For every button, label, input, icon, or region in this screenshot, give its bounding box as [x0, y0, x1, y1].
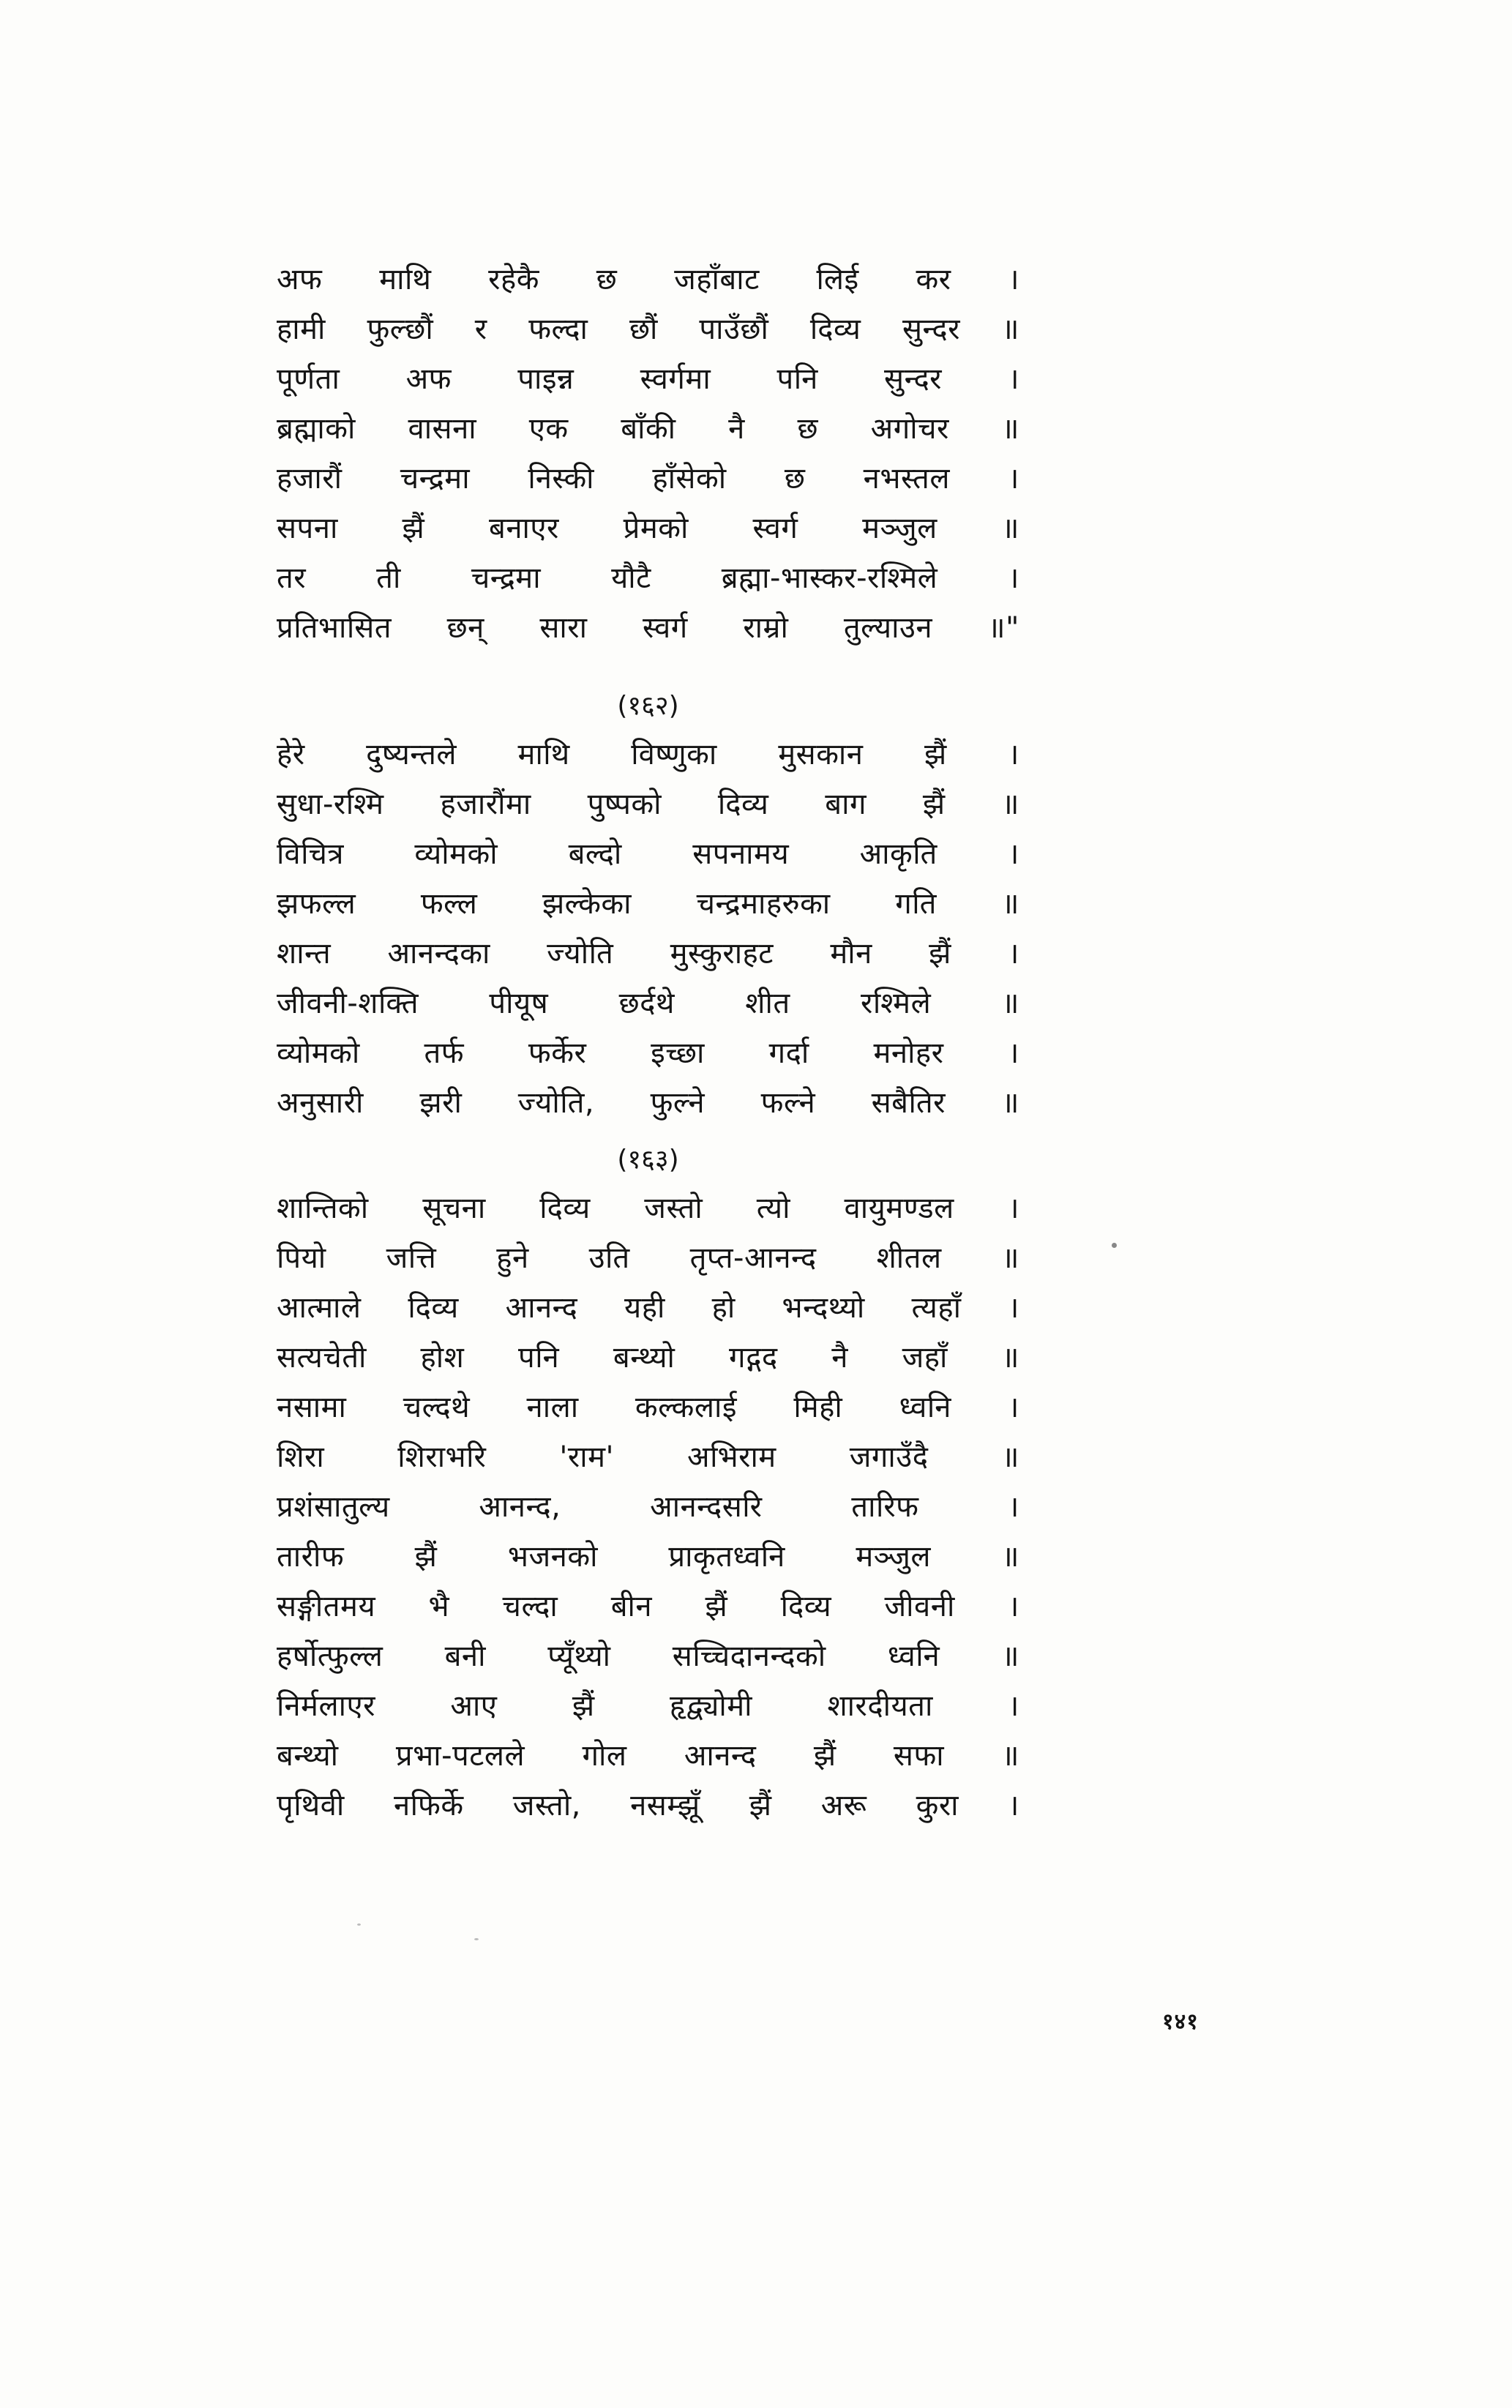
- verse-word: ।: [1008, 1391, 1019, 1424]
- verse-word: छ: [797, 412, 819, 446]
- verse-word: दिव्य: [809, 313, 861, 346]
- verse-word: ॥: [1001, 1540, 1019, 1574]
- verse-word: आनन्दसरि: [650, 1490, 763, 1524]
- verse-line: [277, 929, 1019, 979]
- verse-word: स्वर्ग: [642, 611, 688, 645]
- verse-line: [277, 304, 1019, 354]
- verse-word: झैं: [402, 512, 425, 545]
- verse-line: [277, 1482, 1019, 1532]
- verse-word: जीवनी: [884, 1590, 955, 1623]
- verse-word: र: [474, 313, 487, 346]
- verse-word: पाउँछौं: [699, 313, 769, 346]
- verse-word: छौं: [629, 313, 658, 346]
- verse-line: [277, 1582, 1019, 1631]
- verse-word: सूचना: [422, 1192, 486, 1225]
- verse-line: [277, 553, 1019, 603]
- verse-word: चन्द्रमाहरुका: [696, 887, 831, 921]
- verse-word: अनुसारी: [277, 1086, 364, 1120]
- verse-word: ज्योति,: [517, 1086, 595, 1120]
- verse-line: [277, 879, 1019, 929]
- verse-word: शीत: [745, 987, 790, 1020]
- verse-line: [277, 730, 1019, 779]
- verse-word: चल्दा: [502, 1590, 558, 1623]
- verse-word: पाइन्न: [517, 362, 575, 396]
- verse-word: फल्ने: [760, 1086, 816, 1120]
- verse-word: झैं: [749, 1789, 772, 1822]
- verse-word: मञ्जुल: [856, 1540, 932, 1574]
- verse-word: झैं: [924, 738, 947, 771]
- verse-block: [277, 1184, 1019, 1831]
- verse-word: सच्चिदानन्दको: [672, 1639, 826, 1673]
- verse-word: जीवनी-शक्ति: [277, 987, 419, 1020]
- verse-word: जत्ति: [386, 1241, 437, 1275]
- verse-word: त्यहाँ: [911, 1291, 962, 1325]
- verse-word: शिरा: [277, 1440, 325, 1474]
- verse-word: उति: [588, 1241, 630, 1275]
- verse-word: पृथिवी: [277, 1789, 345, 1822]
- verse-word: नाला: [526, 1391, 579, 1424]
- verse-line: [277, 603, 1019, 653]
- verse-word: मञ्जुल: [862, 512, 937, 545]
- verse-word: शान्तिको: [277, 1192, 369, 1225]
- verse-word: हाँसेको: [652, 462, 727, 496]
- verse-word: प्रतिभासित: [277, 611, 392, 645]
- verse-word: ॥: [1001, 1639, 1019, 1673]
- verse-word: आए: [450, 1689, 498, 1723]
- verse-word: पियो: [277, 1241, 326, 1275]
- verse-word: शारदीयता: [827, 1689, 933, 1723]
- verse-line: [277, 1631, 1019, 1681]
- verse-word: ॥: [1001, 788, 1019, 821]
- verse-word: ॥: [1001, 1086, 1019, 1120]
- verse-word: चन्द्रमा: [471, 561, 542, 595]
- verse-word: गर्दा: [768, 1036, 809, 1070]
- scan-speck: [357, 1923, 361, 1926]
- verse-word: ।: [1008, 1490, 1019, 1524]
- verse-word: हो: [711, 1291, 736, 1325]
- verse-word: प्रभा-पटलले: [395, 1739, 525, 1773]
- verse-word: झरी: [419, 1086, 463, 1120]
- verse-word: व्योमको: [414, 837, 498, 871]
- verse-word: रश्मिले: [860, 987, 932, 1020]
- verse-word: तुल्याउन: [843, 611, 933, 645]
- verse-word: ब्रह्माको: [277, 412, 356, 446]
- verse-word: सुन्दर: [884, 362, 943, 396]
- verse-word: यौटै: [611, 561, 651, 595]
- verse-word: ध्वनि: [899, 1391, 951, 1424]
- verse-word: बाग: [825, 788, 867, 821]
- verse-word: होश: [420, 1341, 465, 1375]
- verse-word: प्यूँथ्यो: [547, 1639, 611, 1673]
- verse-word: आकृति: [859, 837, 937, 871]
- verse-word: हामी: [277, 313, 326, 346]
- verse-line: [277, 1781, 1019, 1831]
- verse-word: प्राकृतध्वनि: [668, 1540, 785, 1574]
- verse-line: [277, 1681, 1019, 1731]
- verse-word: जहाँबाट: [674, 263, 760, 296]
- verse-word: बनाएर: [488, 512, 559, 545]
- verse-word: तर: [277, 561, 307, 595]
- verse-word: झफल्ल: [277, 887, 356, 921]
- verse-line: [277, 454, 1019, 504]
- verse-word: बीन: [610, 1590, 653, 1623]
- verse-word: रहेकै: [488, 263, 539, 296]
- verse-word: झैं: [922, 788, 946, 821]
- verse-line: [277, 255, 1019, 304]
- verse-word: व्योमको: [277, 1036, 360, 1070]
- verse-word: छन्: [446, 611, 484, 645]
- verse-word: त्यो: [756, 1192, 790, 1225]
- verse-word: सारा: [539, 611, 588, 645]
- verse-word: ।: [1008, 1590, 1019, 1623]
- verse-word: शिराभरि: [397, 1440, 487, 1474]
- verse-word: ।: [1008, 937, 1019, 971]
- verse-word: गद्गद: [729, 1341, 778, 1375]
- verse-word: वायुमण्डल: [844, 1192, 954, 1225]
- verse-word: गति: [895, 887, 937, 921]
- verse-word: तृप्त-आनन्द: [689, 1241, 817, 1275]
- verse-word: मुस्कुराहट: [670, 937, 774, 971]
- verse-word: ज्योति: [547, 937, 614, 971]
- verse-word: अफ: [277, 263, 323, 296]
- verse-word: बन्थ्यो: [277, 1739, 339, 1773]
- verse-word: मौन: [830, 937, 872, 971]
- verse-word: बन्थ्यो: [613, 1341, 675, 1375]
- verse-word: जस्तो: [644, 1192, 703, 1225]
- verse-word: नै: [831, 1341, 848, 1375]
- verse-word: विचित्र: [277, 837, 344, 871]
- verse-line: [277, 979, 1019, 1028]
- verse-word: छ: [784, 462, 806, 496]
- verse-line: [277, 1233, 1019, 1283]
- verse-word: ध्वनि: [887, 1639, 940, 1673]
- verse-word: दिव्य: [408, 1291, 459, 1325]
- verse-word: बाँकी: [621, 412, 676, 446]
- verse-word: ॥: [1001, 1241, 1019, 1275]
- verse-word: हुने: [496, 1241, 529, 1275]
- verse-word: ॥: [1001, 412, 1019, 446]
- verse-word: झल्केका: [542, 887, 632, 921]
- verse-word: जस्तो,: [512, 1789, 581, 1822]
- verse-word: छ: [596, 263, 618, 296]
- verse-word: सङ्गीतमय: [277, 1590, 376, 1623]
- verse-word: नफिर्के: [393, 1789, 464, 1822]
- verse-word: ॥: [1001, 887, 1019, 921]
- verse-word: ।: [1008, 263, 1019, 296]
- verse-word: 'राम': [559, 1440, 615, 1474]
- verse-word: आत्माले: [277, 1291, 362, 1325]
- scan-speck: [1112, 1243, 1117, 1248]
- verse-word: पनि: [517, 1341, 560, 1375]
- verse-word: ।: [1008, 738, 1019, 771]
- verse-word: दिव्य: [780, 1590, 832, 1623]
- verse-word: ।: [1008, 1689, 1019, 1723]
- verse-word: ब्रह्मा-भास्कर-रश्मिले: [721, 561, 938, 595]
- verse-word: हजारौं: [277, 462, 343, 496]
- verse-word: स्वर्गमा: [640, 362, 711, 396]
- verse-word: दुष्यन्तले: [366, 738, 457, 771]
- verse-word: सुन्दर: [902, 313, 960, 346]
- verse-word: कर: [916, 263, 951, 296]
- verse-line: [277, 1532, 1019, 1582]
- verse-line: [277, 504, 1019, 553]
- verse-word: फल्ल: [420, 887, 478, 921]
- verse-word: बल्दो: [568, 837, 622, 871]
- verse-line: [277, 1078, 1019, 1128]
- verse-word: नै: [728, 412, 745, 446]
- verse-word: ।: [1008, 1192, 1019, 1225]
- verse-word: मनोहर: [873, 1036, 944, 1070]
- verse-line: [277, 1333, 1019, 1383]
- verse-word: ॥: [1001, 987, 1019, 1020]
- verse-word: निर्मलाएर: [277, 1689, 375, 1723]
- verse-word: फुल्छौं: [367, 313, 434, 346]
- verse-line: [277, 829, 1019, 879]
- verse-line: [277, 354, 1019, 404]
- verse-word: स्वर्ग: [752, 512, 798, 545]
- verse-word: नसम्झूँ: [630, 1789, 700, 1822]
- verse-word: प्रेमको: [623, 512, 689, 545]
- verse-line: [277, 1028, 1019, 1078]
- verse-word: झैं: [929, 937, 951, 971]
- verse-word: गोल: [582, 1739, 627, 1773]
- verse-number: (१६३): [617, 1145, 679, 1175]
- verse-word: तारीफ: [277, 1540, 345, 1574]
- verse-word: लिई: [816, 263, 859, 296]
- verse-word: तर्फ: [424, 1036, 465, 1070]
- verse-word: झैं: [705, 1590, 728, 1623]
- verse-word: सपना: [277, 512, 338, 545]
- verse-word: राम्रो: [743, 611, 789, 645]
- verse-word: सपनामय: [692, 837, 790, 871]
- verse-word: ॥: [1001, 313, 1019, 346]
- verse-word: ॥": [987, 611, 1019, 645]
- verse-line: [277, 1184, 1019, 1233]
- verse-word: चन्द्रमा: [400, 462, 471, 496]
- verse-word: आनन्द,: [479, 1490, 561, 1524]
- verse-word: सत्यचेती: [277, 1341, 367, 1375]
- verse-word: ॥: [1001, 1739, 1019, 1773]
- verse-word: ।: [1008, 837, 1019, 871]
- verse-word: दिव्य: [717, 788, 769, 821]
- verse-word: अफ: [405, 362, 452, 396]
- verse-word: अगोचर: [870, 412, 949, 446]
- verse-word: शान्त: [277, 937, 332, 971]
- verse-number: (१६२): [617, 691, 679, 721]
- verse-word: मुसकान: [778, 738, 864, 771]
- verse-line: [277, 1283, 1019, 1333]
- verse-word: कुरा: [916, 1789, 959, 1822]
- verse-word: दिव्य: [539, 1192, 591, 1225]
- verse-word: आनन्द: [505, 1291, 578, 1325]
- verse-word: जगाउँदै: [849, 1440, 929, 1474]
- verse-word: झैं: [572, 1689, 595, 1723]
- verse-word: नसामा: [277, 1391, 347, 1424]
- verse-word: सुधा-रश्मि: [277, 788, 384, 821]
- verse-word: ।: [1008, 1036, 1019, 1070]
- verse-word: भजनको: [507, 1540, 598, 1574]
- verse-word: ॥: [1001, 512, 1019, 545]
- verse-word: हृद्व्योमी: [670, 1689, 752, 1723]
- verse-line: [277, 1383, 1019, 1432]
- verse-word: माथि: [379, 263, 432, 296]
- verse-word: वासना: [408, 412, 477, 446]
- scan-speck: [474, 1938, 479, 1940]
- verse-word: हेरे: [277, 738, 305, 771]
- verse-word: नभस्तल: [863, 462, 950, 496]
- verse-word: माथि: [517, 738, 570, 771]
- verse-word: आनन्दका: [387, 937, 490, 971]
- verse-word: ।: [1008, 561, 1019, 595]
- verse-word: झैं: [813, 1739, 837, 1773]
- verse-word: पूर्णता: [277, 362, 340, 396]
- verse-block: [277, 730, 1019, 1128]
- verse-word: विष्णुका: [631, 738, 717, 771]
- verse-word: मिही: [793, 1391, 843, 1424]
- verse-word: ।: [1008, 462, 1019, 496]
- page-number: १४१: [1162, 2009, 1199, 2035]
- verse-word: अरू: [820, 1789, 867, 1822]
- verse-word: सबैतिर: [871, 1086, 946, 1120]
- verse-word: भै: [428, 1590, 450, 1623]
- verse-word: ॥: [1001, 1440, 1019, 1474]
- verse-word: ती: [376, 561, 401, 595]
- verse-word: अभिराम: [687, 1440, 776, 1474]
- verse-block: [277, 255, 1019, 653]
- verse-line: [277, 1731, 1019, 1781]
- verse-word: पनि: [776, 362, 818, 396]
- verse-word: बनी: [444, 1639, 486, 1673]
- verse-word: छर्दथे: [618, 987, 675, 1020]
- verse-word: ।: [1008, 362, 1019, 396]
- verse-word: पुष्पको: [587, 788, 662, 821]
- verse-word: निस्की: [528, 462, 595, 496]
- verse-line: [277, 404, 1019, 454]
- verse-word: एक: [528, 412, 569, 446]
- verse-word: भन्दथ्यो: [782, 1291, 865, 1325]
- verse-word: सफा: [893, 1739, 945, 1773]
- verse-word: यही: [624, 1291, 665, 1325]
- verse-word: पीयूष: [489, 987, 549, 1020]
- verse-word: हजारौंमा: [440, 788, 531, 821]
- verse-word: ॥: [1001, 1341, 1019, 1375]
- verse-word: फर्केर: [528, 1036, 587, 1070]
- verse-word: शीतल: [876, 1241, 942, 1275]
- verse-word: हर्षोत्फुल्ल: [277, 1639, 383, 1673]
- verse-word: फुल्ने: [650, 1086, 706, 1120]
- verse-word: तारिफ: [851, 1490, 919, 1524]
- verse-word: प्रशंसातुल्य: [277, 1490, 390, 1524]
- verse-word: इच्छा: [651, 1036, 705, 1070]
- verse-line: [277, 1432, 1019, 1482]
- verse-word: चल्दथे: [403, 1391, 471, 1424]
- verse-line: [277, 779, 1019, 829]
- verse-word: ।: [1008, 1789, 1019, 1822]
- verse-word: झैं: [414, 1540, 438, 1574]
- verse-word: कल्कलाई: [635, 1391, 738, 1424]
- verse-word: फल्दा: [528, 313, 588, 346]
- verse-word: आनन्द: [684, 1739, 757, 1773]
- verse-word: ।: [1008, 1291, 1019, 1325]
- verse-word: जहाँ: [902, 1341, 948, 1375]
